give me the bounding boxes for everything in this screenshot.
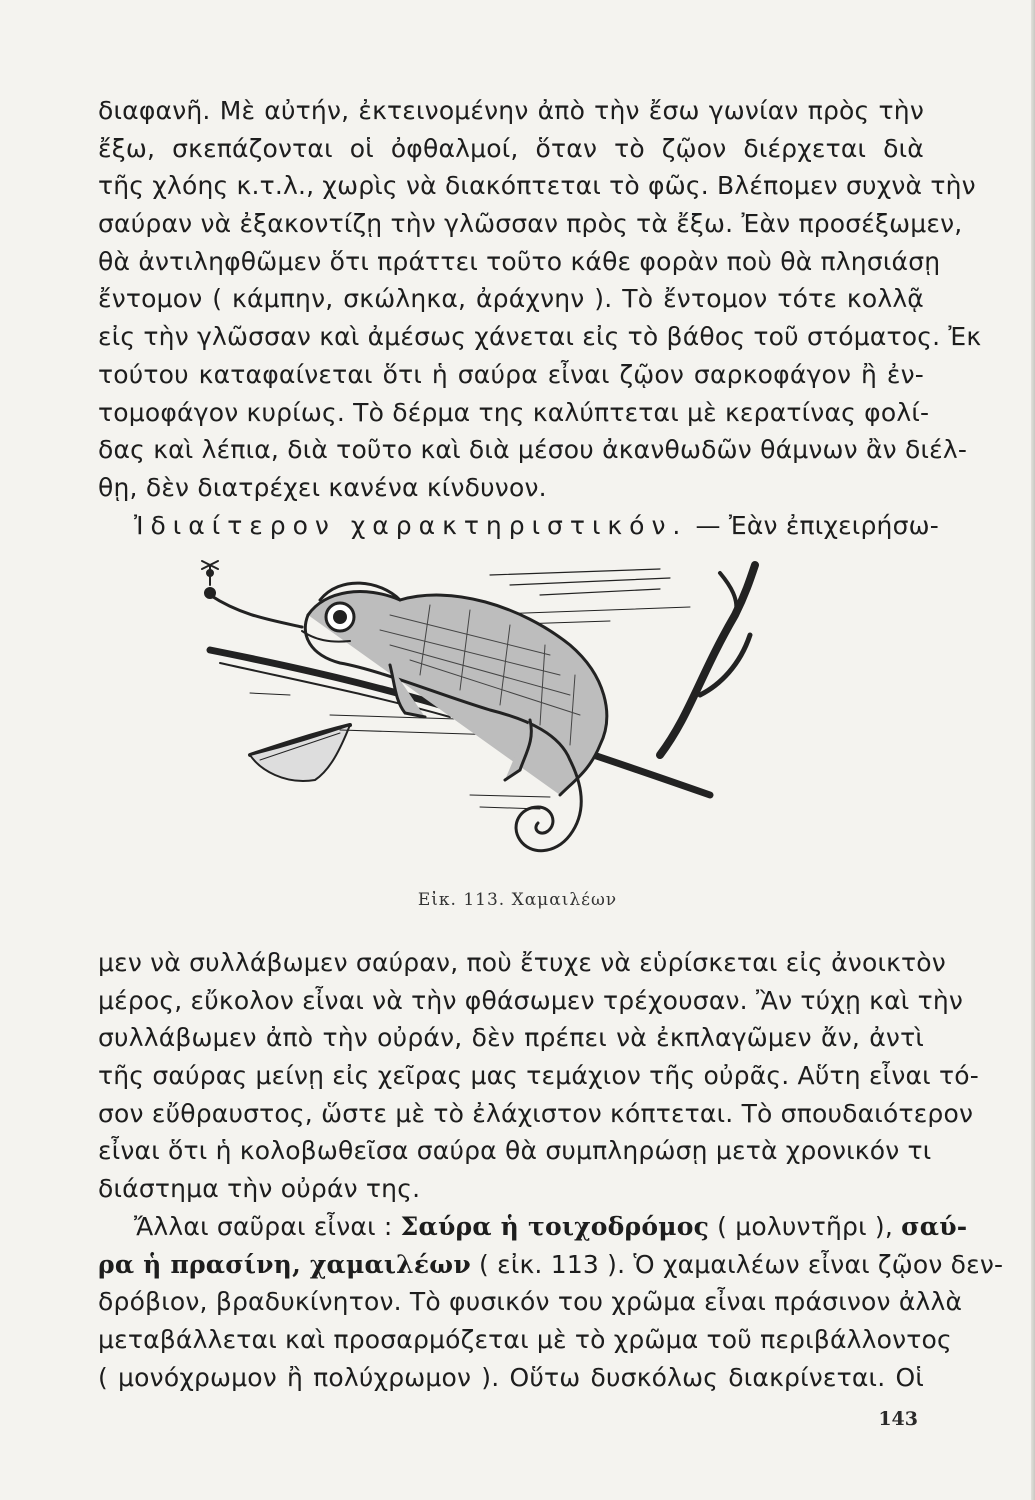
section-heading-line: [98, 507, 939, 545]
text-line: δρόβιον, βραδυκίνητον. Τὸ φυσικόν του χρῶμα εἶναι πράσινον ἀλλὰ: [98, 1287, 963, 1317]
text-line: τομοφάγον κυρίως. Τὸ δέρμα της καλύπτεται μὲ κερατίνας φολί-: [98, 397, 930, 427]
species-green-lizard-part: σαύ-: [901, 1211, 968, 1241]
text-line: θὰ ἀντιληφθῶμεν ὅτι πράττει τοῦτο κάθε φορὰν ποὺ θὰ πλησιάσῃ: [98, 246, 941, 276]
text-line: μέρος, εὔκολον εἶναι νὰ τὴν φθάσωμεν τρέχουσαν. Ἂν τύχῃ καὶ τὴν: [98, 985, 964, 1015]
heading-continuation: — Ἐὰν ἐπιχειρήσω-: [687, 510, 939, 540]
paragraph-bottom: [98, 944, 1004, 1396]
text-line: ( μονόχρωμον ἢ πολύχρωμον ). Οὕτω δυσκόλως διακρίνεται. Οἱ: [98, 1362, 924, 1392]
page-number: 143: [878, 1408, 918, 1430]
text-line: ἔντομον ( κάμπην, σκώληκα, ἀράχνην ). Τὸ ἔντομον τότε κολλᾷ: [98, 284, 924, 314]
text-line: τῆς χλόης κ.τ.λ., χωρὶς νὰ διακόπτεται τὸ φῶς. Βλέπομεν συχνὰ τὴν: [98, 171, 976, 201]
page-edge: [1031, 0, 1035, 1500]
figure-caption: Εἰκ. 113. Χαμαιλέων: [417, 890, 618, 910]
others-after-2: ( εἰκ. 113 ). Ὁ χαμαιλέων εἶναι ζῷον δεν-: [470, 1249, 1004, 1279]
text-line: σαύραν νὰ ἐξακοντίζῃ τὴν γλῶσσαν πρὸς τὰ ἔξω. Ἐὰν προσέξωμεν,: [98, 209, 963, 239]
chameleon-illustration: [190, 545, 770, 890]
section-heading: Ἰδιαίτερον χαρακτηριστικόν.: [134, 510, 688, 540]
others-intro: Ἄλλαι σαῦραι εἶναι :: [134, 1211, 401, 1241]
text-line: τούτου καταφαίνεται ὅτι ἡ σαύρα εἶναι ζῷον σαρκοφάγον ἢ ἐν-: [98, 359, 924, 389]
others-after-1: ( μολυντῆρι ),: [709, 1211, 902, 1241]
species-green-lizard-chameleon: ρα ἡ πρασίνη, χαμαιλέων: [98, 1249, 471, 1279]
others-line: [98, 1246, 1004, 1284]
text-line: τῆς σαύρας μείνῃ εἰς χεῖρας μας τεμάχιον τῆς οὐρᾶς. Αὕτη εἶναι τό-: [98, 1061, 979, 1091]
text-line: δας καὶ λέπια, διὰ τοῦτο καὶ διὰ μέσου ἀκανθωδῶν θάμνων ἂν διέλ-: [98, 435, 968, 465]
text-line: συλλάβωμεν ἀπὸ τὴν οὐράν, δὲν πρέπει νὰ ἐκπλαγῶμεν ἄν, ἀντὶ: [98, 1023, 924, 1053]
text-line: διαφανῆ. Μὲ αὐτήν, ἐκτεινομένην ἀπὸ τὴν ἔσω γωνίαν πρὸς τὴν: [98, 96, 924, 125]
text-line: μεν νὰ συλλάβωμεν σαύραν, ποὺ ἔτυχε νὰ εὑρίσκεται εἰς ἀνοικτὸν: [98, 948, 946, 977]
text-line: διάστημα τὴν οὐράν της.: [98, 1174, 421, 1204]
text-line: σον εὔθραυστος, ὥστε μὲ τὸ ἐλάχιστον κόπτεται. Τὸ σπουδαιότερον: [98, 1098, 974, 1128]
species-wall-lizard: Σαύρα ἡ τοιχοδρόμος: [400, 1211, 710, 1241]
text-line: μεταβάλλεται καὶ προσαρμόζεται μὲ τὸ χρῶμα τοῦ περιβάλλοντος: [98, 1324, 952, 1354]
text-line: εἰς τὴν γλῶσσαν καὶ ἀμέσως χάνεται εἰς τὸ βάθος τοῦ στόματος. Ἐκ: [98, 322, 982, 352]
paragraph-top: [98, 92, 982, 544]
text-line: θῃ, δὲν διατρέχει κανένα κίνδυνον.: [98, 472, 547, 502]
others-line: [98, 1208, 968, 1246]
text-line: εἶναι ὅτι ἡ κολοβωθεῖσα σαύρα θὰ συμπληρώσῃ μετὰ χρονικόν τι: [98, 1136, 932, 1166]
text-line: ἔξω, σκεπάζονται οἱ ὀφθαλμοί, ὅταν τὸ ζῷον διέρχεται διὰ: [98, 133, 924, 163]
